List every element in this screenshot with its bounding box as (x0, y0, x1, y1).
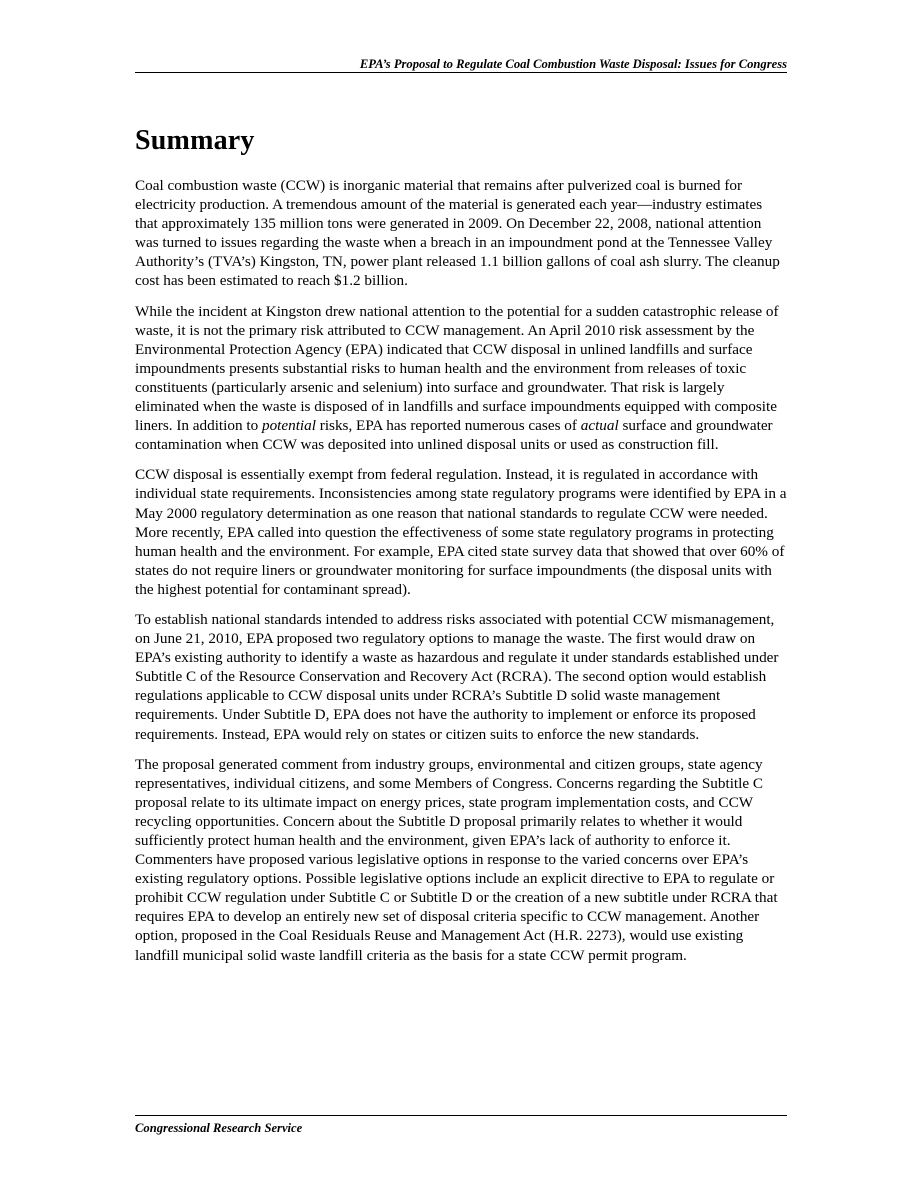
paragraph-epa-proposal: To establish national standards intended to address risks associated with potential CCW mismanagement, on June 21, 2010, EPA proposed two regulatory options to manage the waste. The first would draw on EPA’s existing authority to identify a waste as hazardous and regulate it under standards established under Subtitle C of the Resource Conservation and Recovery Act (RCRA). The second option would establish regulations applicable to CCW disposal units under RCRA’s Subtitle D solid waste management requirements. Under Subtitle D, EPA does not have the authority to implement or enforce its proposed requirements. Instead, EPA would rely on states or citizen suits to enforce the new standards. (135, 610, 779, 743)
section-title: Summary (135, 125, 255, 156)
header-divider (135, 72, 787, 73)
running-footer: Congressional Research Service (135, 1121, 303, 1135)
paragraph-text: risks, EPA has reported numerous cases of (315, 417, 581, 435)
paragraph-text: While the incident at Kingston drew national attention to the potential for a sudden catastrophic release of waste, it is not the primary risk attributed to CCW management. An April 2010 risk assessment by the Environmental Protection Agency (EPA) indicated that CCW disposal in unlined landfills and surface impoundments presents substantial risks to human health and the environment from releases of toxic constituents (particularly arsenic and selenium) into surface and groundwater. That risk is largely eliminated when the waste is disposed of in landfills and surface impoundments equipped with composite liners. In addition to (135, 302, 779, 435)
emphasis-potential: potential (261, 417, 316, 435)
summary-body (135, 176, 787, 976)
footer-divider (135, 1115, 787, 1116)
paragraph-state-regulation: CCW disposal is essentially exempt from federal regulation. Instead, it is regulated in accordance with individual state requirements. Inconsistencies among state regulatory programs were identified by EPA in a May 2000 regulatory determination as one reason that national standards to regulate CCW were needed. More recently, EPA called into question the effectiveness of some state regulatory programs in protecting human health and the environment. For example, EPA cited state survey data that showed that over 60% of states do not require liners or groundwater monitoring for surface impoundments (the disposal units with the highest potential for contaminant spread). (135, 466, 787, 598)
running-header: EPA’s Proposal to Regulate Coal Combustion Waste Disposal: Issues for Congress (359, 57, 787, 71)
emphasis-actual: actual (580, 417, 619, 435)
paragraph-comments-legislative-options: The proposal generated comment from industry groups, environmental and citizen groups, state agency representatives, individual citizens, and some Members of Congress. Concerns regarding the Subtitle C proposal relate to its ultimate impact on energy prices, state program implementation costs, and CCW recycling opportunities. Concern about the Subtitle D proposal primarily relates to whether it would sufficiently protect human health and the environment, given EPA’s lack of authority to enforce it. Commenters have proposed various legislative options in response to the varied concerns over EPA’s existing regulatory options. Possible legislative options include an explicit directive to EPA to regulate or prohibit CCW regulation under Subtitle C or Subtitle D or the creation of a new subtitle under RCRA that requires EPA to develop an entirely new set of disposal criteria specific to CCW management. Another option, proposed in the Coal Residuals Reuse and Management Act (H.R. 2273), would use existing landfill municipal solid waste landfill criteria as the basis for a state CCW permit program. (135, 755, 778, 964)
paragraph-ccw-overview: Coal combustion waste (CCW) is inorganic material that remains after pulverized coal is burned for electricity production. A tremendous amount of the material is generated each year—industry estimates that approximately 135 million tons were generated in 2009. On December 22, 2008, national attention was turned to issues regarding the waste when a breach in an impoundment pond at the Tennessee Valley Authority’s (TVA’s) Kingston, TN, power plant released 1.1 billion gallons of coal ash slurry. The cleanup cost has been estimated to reach $1.2 billion. (135, 177, 780, 290)
paragraph-risk-assessment (135, 302, 787, 455)
paragraph-text: surface and groundwater contamination when CCW was deposited into unlined disposal units or used as construction fill. (135, 417, 773, 454)
